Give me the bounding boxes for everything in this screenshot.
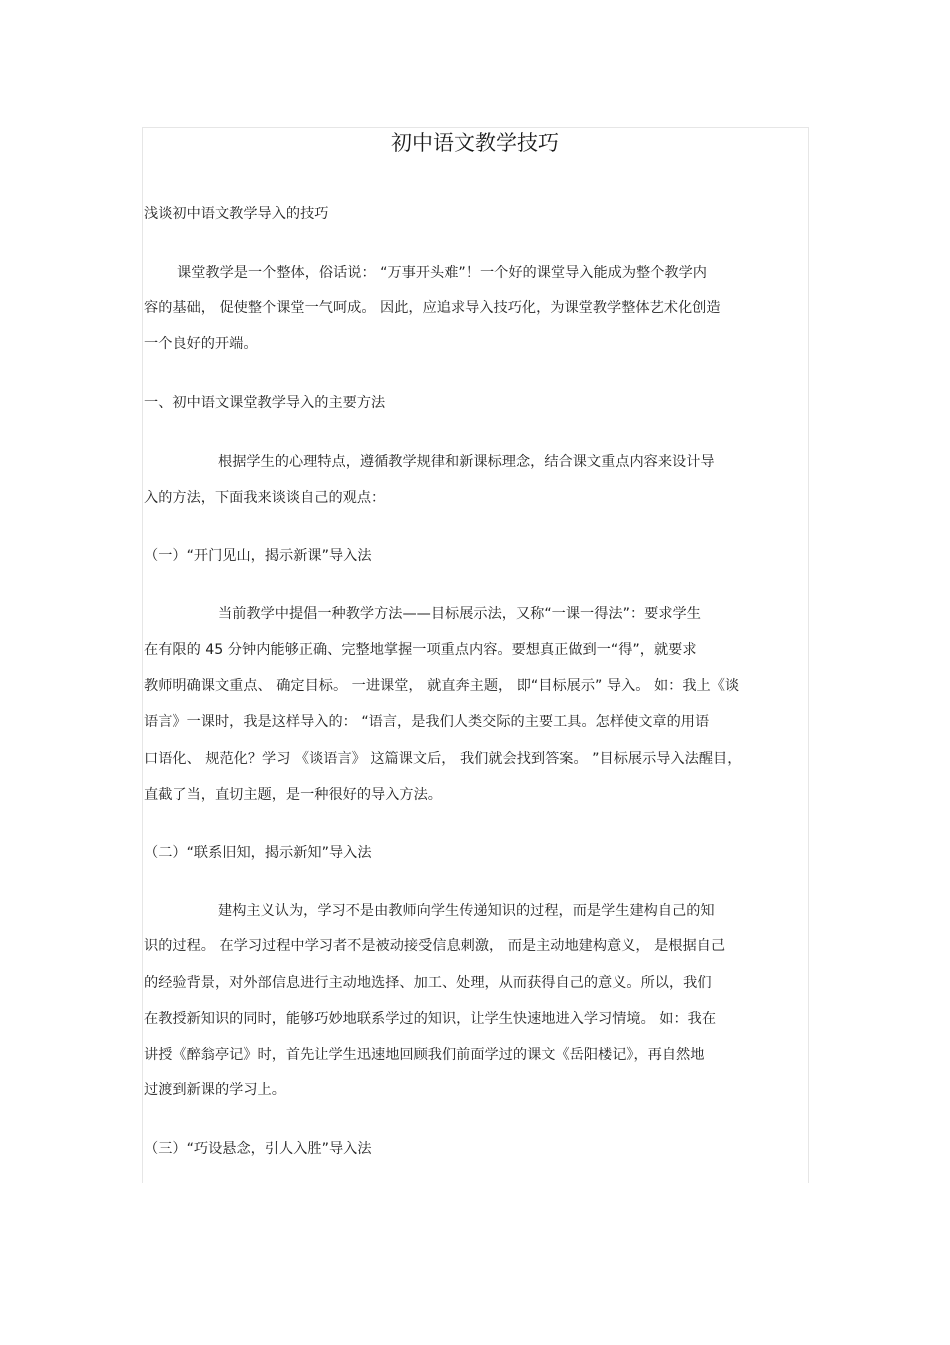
method2-line-4: 在教授新知识的同时，能够巧妙地联系学过的知识，让学生快速地进入学习情境。 如：我在	[144, 1011, 717, 1027]
method1-line-3: 教师明确课文重点、 确定目标。 一进课堂， 就直奔主题， 即“目标展示” 导入。 如：我上《谈	[144, 678, 740, 694]
method2-line-1: 建构主义认为，学习不是由教师向学生传递知识的过程，而是学生建构自己的知	[218, 903, 715, 919]
method1-line-5: 口语化、 规范化？学习 《谈语言》 这篇课文后， 我们就会找到答案。 ”目标展示导入法醒目，	[144, 751, 742, 767]
method1-line-2: 在有限的 45 分钟内能够正确、完整地掌握一项重点内容。要想真正做到一“得”，就要求	[144, 642, 697, 658]
method2-heading: （二）“联系旧知，揭示新知”导入法	[144, 845, 372, 861]
method3-heading: （三）“巧设悬念，引人入胜”导入法	[144, 1141, 372, 1157]
method2-line-6: 过渡到新课的学习上。	[144, 1082, 286, 1098]
method1-line-6: 直截了当，直切主题，是一种很好的导入方法。	[144, 787, 442, 803]
method2-line-2: 识的过程。 在学习过程中学习者不是被动接受信息刺激， 而是主动地建构意义， 是根据自己	[144, 938, 726, 954]
method2-line-3: 的经验背景，对外部信息进行主动地选择、加工、处理，从而获得自己的意义。所以，我们	[144, 975, 712, 991]
document-title: 初中语文教学技巧	[391, 131, 559, 155]
method1-line-4: 语言》一课时，我是这样导入的： “语言，是我们人类交际的主要工具。怎样使文章的用语	[144, 714, 710, 730]
intro-line-3: 一个良好的开端。	[144, 336, 258, 352]
section1-line-1: 根据学生的心理特点，遵循教学规律和新课标理念，结合课文重点内容来设计导	[218, 454, 715, 470]
method2-line-5: 讲授《醉翁亭记》时，首先让学生迅速地回顾我们前面学过的课文《岳阳楼记》，再自然地	[144, 1047, 705, 1063]
document-subtitle: 浅谈初中语文教学导入的技巧	[144, 206, 329, 222]
method1-heading: （一）“开门见山，揭示新课”导入法	[144, 548, 372, 564]
method1-line-1: 当前教学中提倡一种教学方法——目标展示法，又称“一课一得法”：要求学生	[218, 606, 701, 622]
section1-line-2: 入的方法，下面我来谈谈自己的观点：	[144, 490, 386, 506]
intro-line-2: 容的基础， 促使整个课堂一气呵成。 因此，应追求导入技巧化，为课堂教学整体艺术化创造	[144, 300, 721, 316]
section1-heading: 一、初中语文课堂教学导入的主要方法	[144, 395, 386, 411]
intro-line-1: 课堂教学是一个整体，俗话说： “万事开头难”！一个好的课堂导入能成为整个教学内	[177, 265, 707, 281]
